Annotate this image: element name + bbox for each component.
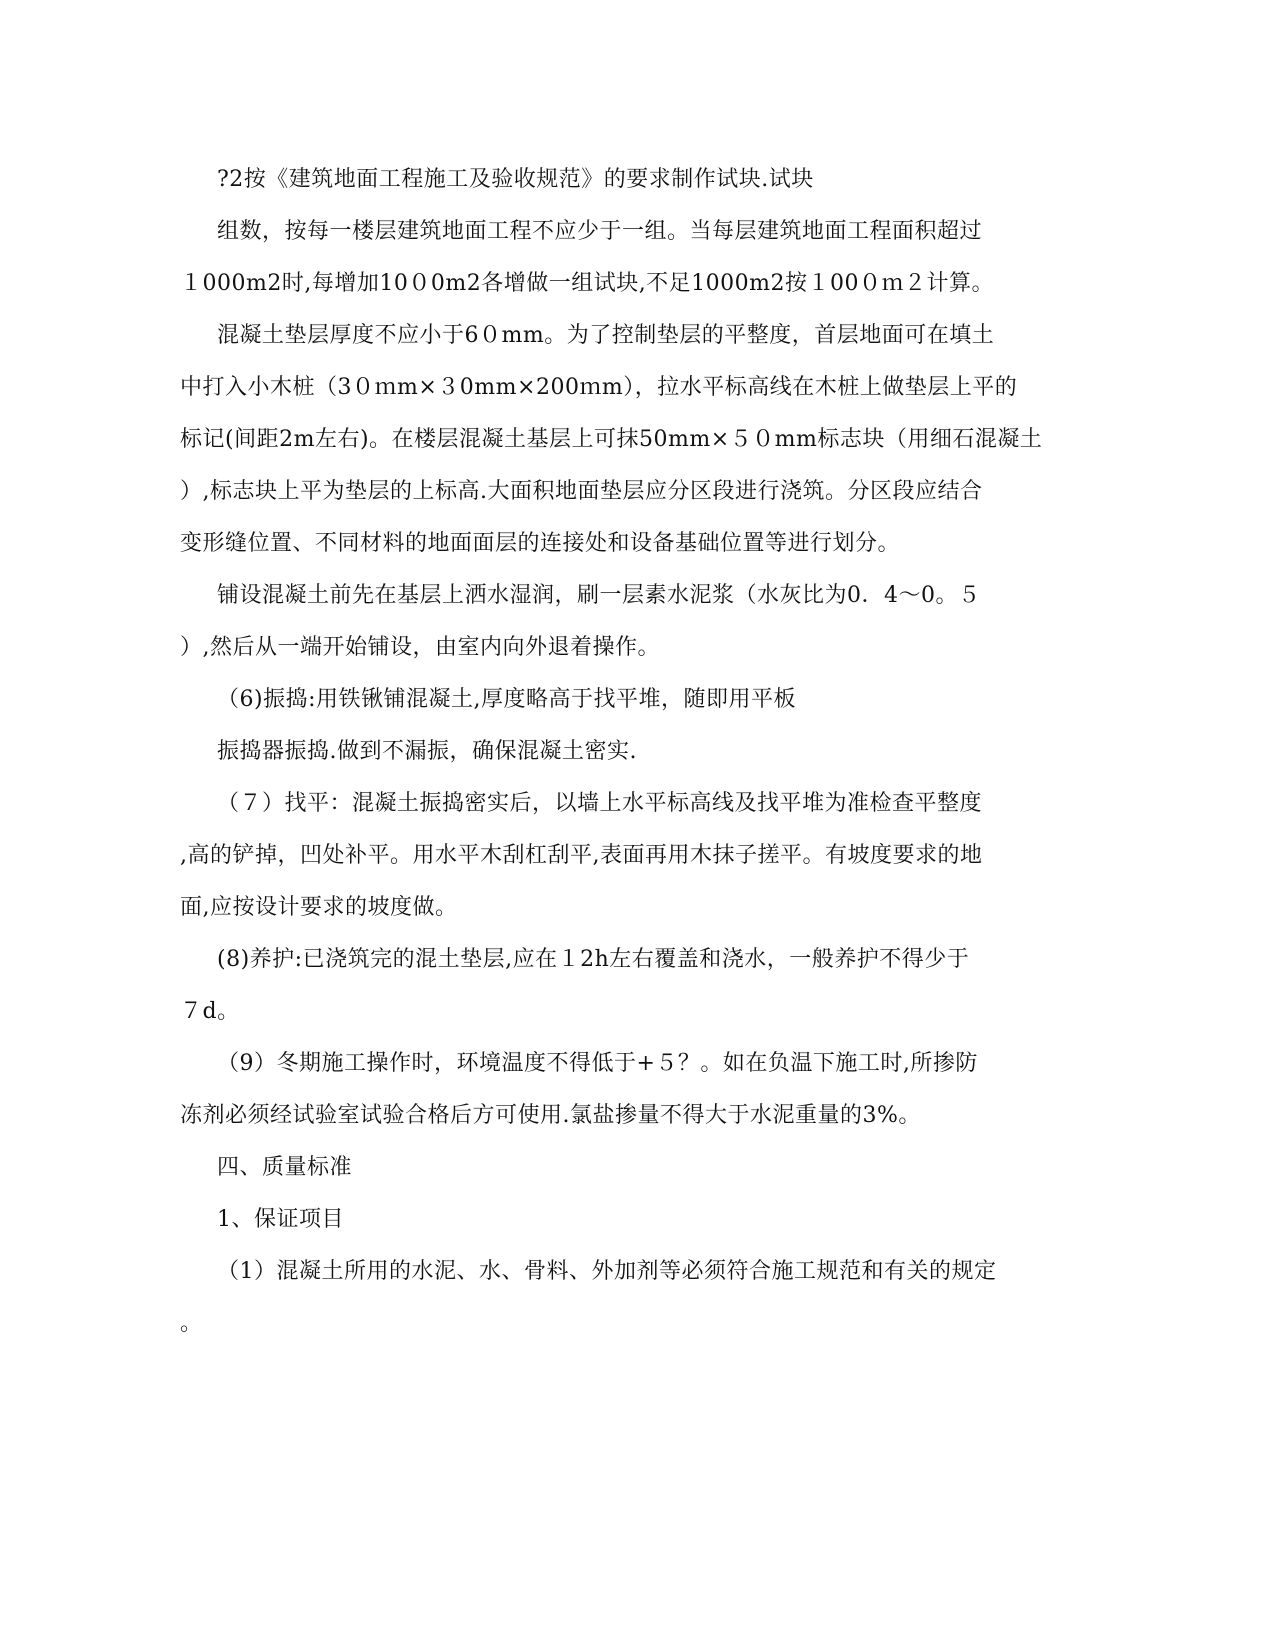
- text-line: 振捣器振捣.做到不漏振，确保混凝土密实.: [217, 739, 637, 764]
- text-line: ７d。: [180, 999, 240, 1024]
- text-line: 组数，按每一楼层建筑地面工程不应少于一组。当每层建筑地面工程面积超过: [217, 219, 983, 244]
- text-line: 面,应按设计要求的坡度做。: [180, 895, 458, 920]
- text-line: 铺设混凝土前先在基层上洒水湿润，刷一层素水泥浆（水灰比为0．4～0。５: [217, 583, 981, 608]
- text-line: ）,标志块上平为垫层的上标高.大面积地面垫层应分区段进行浇筑。分区段应结合: [180, 479, 983, 504]
- text-line: (8)养护:已浇筑完的混土垫层,应在１2h左右覆盖和浇水，一般养护不得少于: [217, 947, 970, 972]
- text-line: ,高的铲掉，凹处补平。用水平木刮杠刮平,表面再用木抹子搓平。有坡度要求的地: [180, 843, 983, 868]
- text-line: 。: [180, 1311, 203, 1336]
- text-line: （9）冬期施工操作时，环境温度不得低于+５？。如在负温下施工时,所掺防: [217, 1051, 978, 1076]
- section-heading: 四、质量标准: [217, 1155, 353, 1180]
- text-line: 变形缝位置、不同材料的地面面层的连接处和设备基础位置等进行划分。: [180, 531, 901, 556]
- text-line: 标记(间距2m左右)。在楼层混凝土基层上可抹50mm×５０mm标志块（用细石混凝土: [180, 427, 1043, 452]
- text-line: ?2按《建筑地面工程施工及验收规范》的要求制作试块.试块: [217, 167, 814, 192]
- text-line: （1）混凝土所用的水泥、水、骨料、外加剂等必须符合施工规范和有关的规定: [217, 1259, 997, 1284]
- text-line: （6)振捣:用铁锹铺混凝土,厚度略高于找平堆，随即用平板: [217, 687, 796, 712]
- text-line: １000m2时,每增加10０0m2各增做一组试块,不足1000m2按１00０ｍ２计算。: [180, 271, 995, 296]
- subsection-heading: 1、保证项目: [217, 1207, 344, 1232]
- text-line: 中打入小木桩（3０ｍm×３0mm×200ｍm），拉水平标高线在木桩上做垫层上平的: [180, 375, 1018, 400]
- text-line: 冻剂必须经试验室试验合格后方可使用.氯盐掺量不得大于水泥重量的3%。: [180, 1103, 921, 1128]
- text-line: 混凝土垫层厚度不应小于6０mm。为了控制垫层的平整度，首层地面可在填土: [217, 323, 995, 348]
- text-line: ）,然后从一端开始铺设，由室内向外退着操作。: [180, 635, 660, 660]
- text-line: （７）找平：混凝土振捣密实后，以墙上水平标高线及找平堆为准检查平整度: [217, 791, 983, 816]
